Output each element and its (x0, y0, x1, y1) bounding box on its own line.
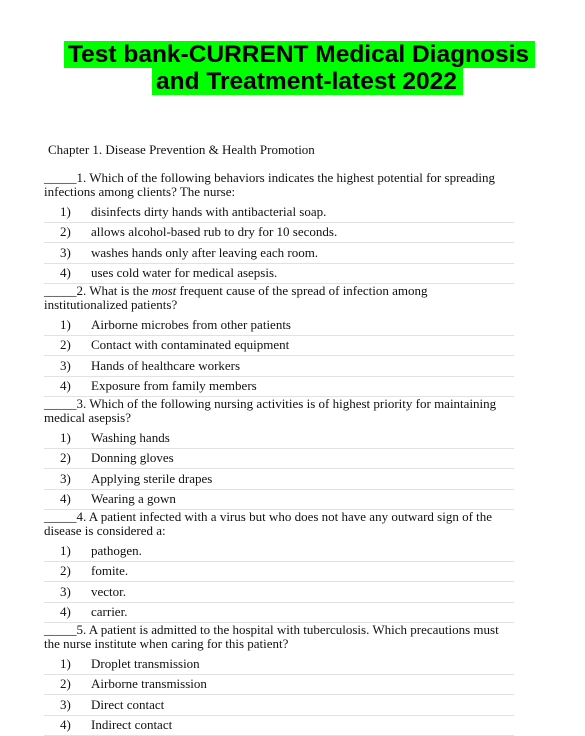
option-number: 4) (44, 265, 91, 281)
option-number: 3) (44, 245, 91, 261)
answer-option (44, 541, 514, 562)
option-number: 4) (44, 491, 91, 507)
option-text: Applying sterile drapes (91, 471, 514, 487)
answer-option (44, 428, 514, 449)
answer-option (44, 449, 514, 470)
option-number: 1) (44, 543, 91, 559)
option-text: Airborne microbes from other patients (91, 317, 514, 333)
option-number: 3) (44, 584, 91, 600)
option-text: Droplet transmission (91, 656, 514, 672)
question-stem (44, 284, 514, 315)
answer-option (44, 469, 514, 490)
option-number: 2) (44, 450, 91, 466)
option-text: carrier. (91, 604, 514, 620)
option-number: 1) (44, 317, 91, 333)
question-4 (44, 510, 514, 623)
title-line-2: and Treatment-latest 2022 (152, 68, 463, 95)
question-3 (44, 397, 514, 510)
question-5 (44, 623, 514, 736)
answer-option (44, 356, 514, 377)
question-stem-text: frequent cause of the spread of infection among institutionalized patients? (44, 283, 428, 312)
option-text: Contact with contaminated equipment (91, 337, 514, 353)
question-2 (44, 284, 514, 397)
option-text: pathogen. (91, 543, 514, 559)
option-number: 1) (44, 204, 91, 220)
option-number: 2) (44, 563, 91, 579)
option-text: Wearing a gown (91, 491, 514, 507)
option-text: Direct contact (91, 697, 514, 713)
option-text: disinfects dirty hands with antibacterial soap. (91, 204, 514, 220)
answer-option (44, 654, 514, 675)
answer-option (44, 202, 514, 223)
option-text: Washing hands (91, 430, 514, 446)
answer-option (44, 716, 514, 736)
question-stem (44, 510, 514, 541)
option-text: Exposure from family members (91, 378, 514, 394)
option-number: 1) (44, 430, 91, 446)
option-text: fomite. (91, 563, 514, 579)
title-line-1: Test bank-CURRENT Medical Diagnosis (64, 41, 535, 68)
question-stem (44, 623, 514, 654)
option-text: Donning gloves (91, 450, 514, 466)
question-stem (44, 397, 514, 428)
answer-option (44, 603, 514, 624)
answer-option (44, 695, 514, 716)
option-number: 4) (44, 604, 91, 620)
option-text: Hands of healthcare workers (91, 358, 514, 374)
option-number: 4) (44, 717, 91, 733)
answer-option (44, 582, 514, 603)
option-number: 3) (44, 697, 91, 713)
question-stem-text: _____1. Which of the following behaviors indicates the highest potential for spreading infections among clients? The nurse: (44, 170, 495, 199)
option-number: 3) (44, 471, 91, 487)
answer-option (44, 490, 514, 511)
option-text: washes hands only after leaving each room. (91, 245, 514, 261)
question-stem-text: _____3. Which of the following nursing activities is of highest priority for maintaining medical asepsis? (44, 396, 496, 425)
answer-option (44, 562, 514, 583)
option-number: 2) (44, 337, 91, 353)
answer-option (44, 336, 514, 357)
question-stem (44, 171, 514, 202)
option-number: 3) (44, 358, 91, 374)
option-number: 2) (44, 676, 91, 692)
option-text: Indirect contact (91, 717, 514, 733)
answer-option (44, 223, 514, 244)
option-number: 1) (44, 656, 91, 672)
chapter-heading: Chapter 1. Disease Prevention & Health Promotion (48, 142, 315, 158)
option-text: uses cold water for medical asepsis. (91, 265, 514, 281)
question-1 (44, 171, 514, 284)
answer-option (44, 675, 514, 696)
question-stem-emphasis: most (152, 283, 177, 298)
option-number: 4) (44, 378, 91, 394)
answer-option (44, 243, 514, 264)
answer-option (44, 264, 514, 285)
option-text: vector. (91, 584, 514, 600)
question-list (44, 171, 514, 736)
question-stem-text: _____2. What is the (44, 283, 152, 298)
option-text: allows alcohol-based rub to dry for 10 seconds. (91, 224, 514, 240)
option-text: Airborne transmission (91, 676, 514, 692)
option-number: 2) (44, 224, 91, 240)
question-stem-text: _____5. A patient is admitted to the hospital with tuberculosis. Which precautions must the nurse institute when caring for this patient? (44, 622, 499, 651)
question-stem-text: _____4. A patient infected with a virus but who does not have any outward sign of the disease is considered a: (44, 509, 492, 538)
answer-option (44, 377, 514, 398)
answer-option (44, 315, 514, 336)
